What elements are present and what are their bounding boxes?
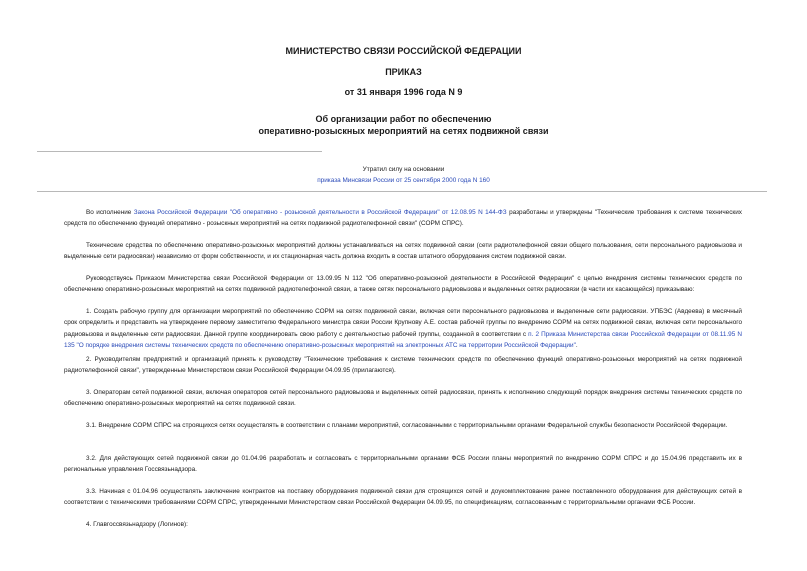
paragraph-10: 4. Главгоссвязьнадзору (Логинов): [86,521,188,528]
paragraph-3: Руководствуясь Приказом Министерства связи Российской Федерации от 13.09.95 N 112 "Об оперативно-розыскной деятельности в Российской Федерации" с целью внедрения системы технических средств по обеспечению оперативно-розыскных мероприятий на сетях подвижной радиотелефонной связи, а также сетях персонального радиовызова и выделенных сетях радиосвязи (в части их касающейся) приказываю: [64,275,742,294]
paragraph-6: 3. Операторам сетей подвижной связи, включая операторов сетей персонального радиовызова и выделенных сетей радиосвязи, принять к исполнению следующий порядок внедрения системы технических средств по обеспечению оперативно-розыскных мероприятий на сетях подвижной связи. [64,389,742,408]
order-135-link[interactable]: п. 2 Приказа Министерства связи Российской Федерации от 08.11.95 N 135 "О порядке внедрения системы технических средств по обеспечению оперативно-розыскных мероприятий на электронных АТС на территории Российской Федерации" [64,330,742,350]
ministry-title: МИНИСТЕРСТВО СВЯЗИ РОССИЙСКОЙ ФЕДЕРАЦИИ [285,46,522,56]
paragraph-5: 2. Руководителям предприятий и организаций принять к руководству "Технические требования к системе технических средств по обеспечению функций оперативно-розыскных мероприятий на сетях подвижной радиотелефонной связи", утвержденные Министерством связи Российской Федерации 04.09.95 (прилагаются). [64,356,742,375]
lost-force-divider [37,191,767,192]
lost-force-link[interactable]: приказа Минсвязи России от 25 сентября 2000 года N 160 [317,177,490,184]
top-divider [37,151,322,152]
paragraph-8: 3.2. Для действующих сетей подвижной связи до 01.04.96 разработать и согласовать с территориальными органами ФСБ России планы мероприятий по внедрению СОРМ СПРС и до 15.04.96 представить их в региональные управления Госсвязьнадзора. [64,455,742,474]
doc-date-number: от 31 января 1996 года N 9 [344,87,463,97]
doc-subject-line2: оперативно-розыскных мероприятий на сетях подвижной связи [258,126,549,136]
paragraph-4: 1. Создать рабочую группу для организации мероприятий по обеспечению СОРМ на сетях подвижной связи, включая сети персонального радиовызова и выделенные сети радиосвязи. УПБЭС (Авдеева) в месячный срок определить и представить на утверждение первому заместителю Федерального министра связи России Крупнову А.Е. состав рабочей группы по внедрению СОРМ на сетях подвижной связи, включая сети персонального радиовызова и выделенные сети радиосвязи. Данной группе координировать свою работу с деятельностью рабочей группы, созданной в соответствии с п. 2 Приказа Министерства связи Российской Федерации от 08.11.95 N 135 "О порядке внедрения системы технических средств по обеспечению оперативно-розыскных мероприятий на электронных АТС на территории Российской Федерации". [64,308,742,350]
lost-force-note: Утратил силу на основании [362,166,445,173]
paragraph-9: 3.3. Начиная с 01.04.96 осуществлять заключение контрактов на поставку оборудования подвижной связи для строящихся сетей и доукомплектование ранее поставленного оборудования для действующих сетей в соответствии с техническими требованиями СОРМ СПРС, утвержденными Министерством связи Российской Федерации 04.09.95, по спецификациям, согласованным с территориальными органами ФСБ России. [64,488,742,507]
paragraph-7: 3.1. Внедрение СОРМ СПРС на строящихся сетях осуществлять в соответствии с планами мероприятий, согласованными с территориальными органами Федеральной службы безопасности Российской Федерации. [86,422,728,429]
doc-subject-line1: Об организации работ по обеспечению [315,114,492,124]
doc-type: ПРИКАЗ [385,67,422,77]
paragraph-2: Технические средства по обеспечению оперативно-розыскных мероприятий должны устанавливаться на сетях подвижной связи (сети радиотелефонной связи общего пользования, сети персонального радиовызова и выделенные сети радиосвязи) независимо от форм собственности, и их стационарная часть должна входить в состав штатного оборудования систем подвижной связи. [64,242,742,261]
law-link[interactable]: Закона Российской Федерации "Об оперативно - розыскной деятельности в Российской Федерации" от 12.08.95 N 144-ФЗ [133,209,507,216]
paragraph-1: Во исполнение Закона Российской Федерации "Об оперативно - розыскной деятельности в Российской Федерации" от 12.08.95 N 144-ФЗ разработаны и утверждены "Технические требования к системе технических средств по обеспечению функций оперативно - розыскных мероприятий на сетях подвижной радиотелефонной связи" (СОРМ СПРС). [64,209,742,228]
